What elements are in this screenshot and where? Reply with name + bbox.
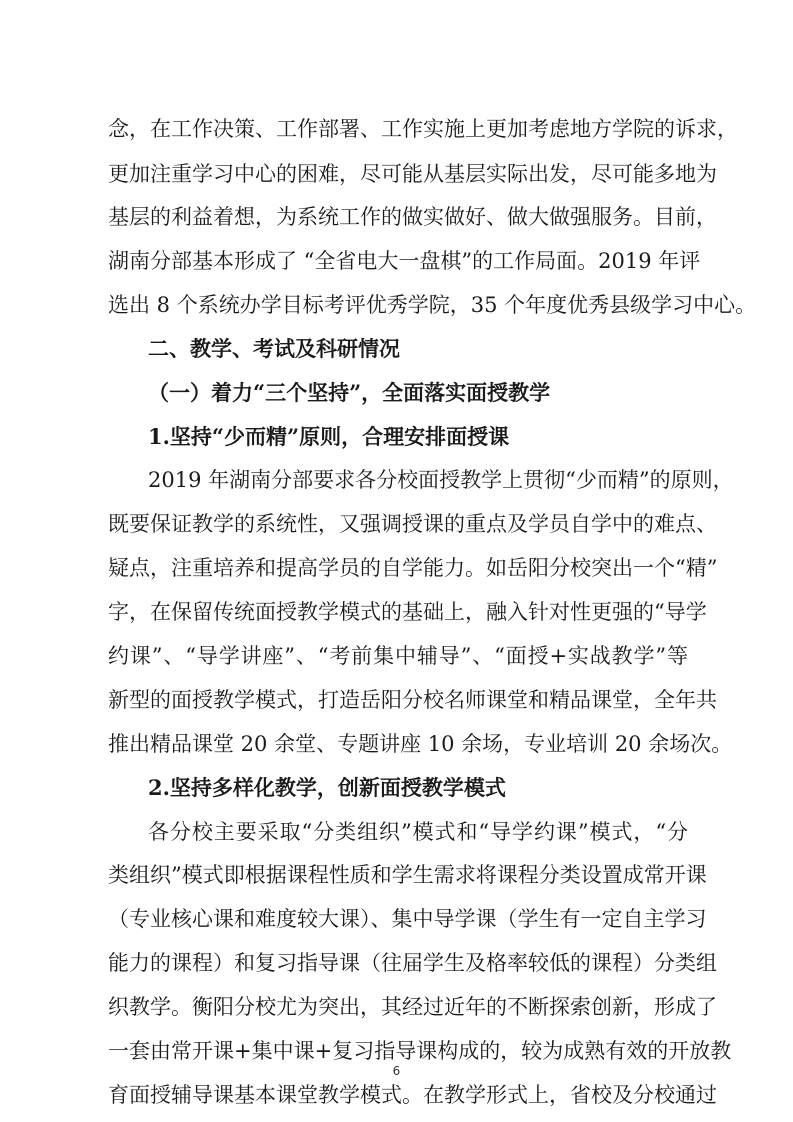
text-line: （专业核心课和难度较大课）、集中导学课（学生有一定自主学习 (108, 907, 707, 931)
subsection-heading: （一）着力“三个坚持”，全面落实面授教学 (148, 380, 551, 405)
text-line: 织教学。衡阳分校尤为突出，其经过近年的不断探索创新，形成了 (108, 995, 717, 1019)
text-line: 各分校主要采取“分类组织”模式和“导学约课”模式，“分 (148, 820, 688, 844)
text-line: 更加注重学习中心的困难，尽可能从基层实际出发，尽可能多地为 (108, 162, 717, 186)
section-heading: 二、教学、考试及科研情况 (148, 336, 400, 361)
text-line: 能力的课程）和复习指导课（往届学生及格率较低的课程）分类组 (108, 951, 717, 975)
text-line: 选出 8 个系统办学目标考评优秀学院，35 个年度优秀县级学习中心。 (108, 293, 757, 317)
text-line: 2019 年湖南分部要求各分校面授教学上贯彻“少而精”的原则， (148, 468, 734, 492)
text-line: 湖南分部基本形成了 “全省电大一盘棋”的工作局面。2019 年评 (108, 249, 701, 273)
text-line: 疑点，注重培养和提高学员的自学能力。如岳阳分校突出一个“精” (108, 556, 718, 580)
item-heading: 2.坚持多样化教学，创新面授教学模式 (148, 775, 506, 800)
text-line: 约课”、“导学讲座”、“考前集中辅导”、“面授+实战教学”等 (108, 644, 688, 668)
text-line: 新型的面授教学模式，打造岳阳分校名师课堂和精品课堂，全年共 (108, 688, 717, 712)
text-line: 类组织”模式即根据课程性质和学生需求将课程分类设置成常开课 (108, 863, 707, 887)
page-number: 6 (392, 1064, 401, 1078)
item-heading: 1.坚持“少而精”原则，合理安排面授课 (148, 424, 510, 449)
text-line: 基层的利益着想，为系统工作的做实做好、做大做强服务。目前， (108, 205, 717, 229)
text-line: 一套由常开课+集中课+复习指导课构成的，较为成熟有效的开放教 (108, 1039, 732, 1063)
text-line: 字，在保留传统面授教学模式的基础上，融入针对性更强的“导学 (108, 600, 707, 624)
text-line: 推出精品课堂 20 余堂、专题讲座 10 余场，专业培训 20 余场次。 (108, 732, 733, 756)
text-line: 既要保证教学的系统性，又强调授课的重点及学员自学中的难点、 (108, 512, 717, 536)
text-line: 育面授辅导课基本课堂教学模式。在教学形式上，省校及分校通过 (108, 1083, 717, 1107)
text-line: 念，在工作决策、工作部署、工作实施上更加考虑地方学院的诉求， (108, 117, 738, 141)
